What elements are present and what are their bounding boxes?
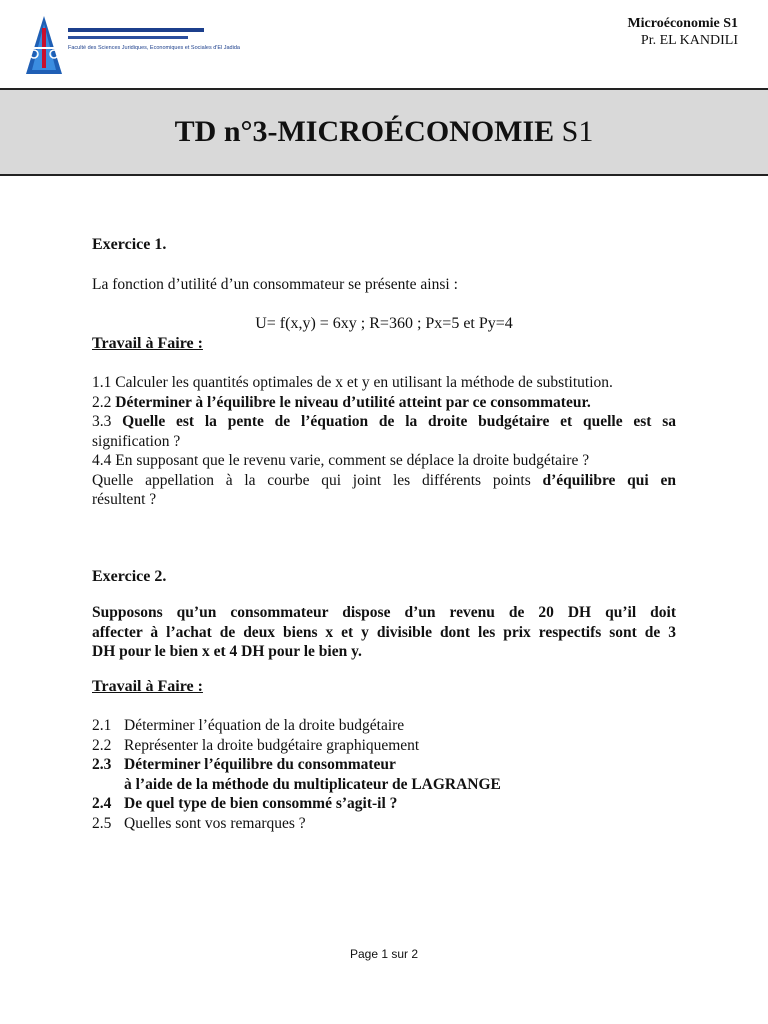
exercise1-task-heading: Travail à Faire : [92, 335, 203, 352]
faculty-emblem-icon [24, 14, 64, 78]
logo-caption: Faculté des Sciences Juridiques, Economiques et Sociales d'El Jadida [68, 45, 240, 51]
list-item: 2.3 Déterminer l’équilibre du consommateur [92, 756, 396, 773]
question-4-4: 4.4 En supposant que le revenu varie, comment se déplace la droite budgétaire ? [92, 452, 590, 469]
exercise2-questions [92, 716, 676, 833]
question-1-1: 1.1 Calculer les quantités optimales de x et y en utilisant la méthode de substitution. [92, 374, 613, 391]
course-name: Microéconomie S1 [627, 16, 738, 31]
list-item: 2.4 De quel type de bien consommé s’agit-il ? [92, 795, 398, 812]
faculty-logo [24, 14, 240, 80]
question-4-4-end: résultent ? [92, 491, 157, 508]
title-suffix: S1 [561, 115, 594, 148]
exercise1-formula: U= f(x,y) = 6xy ; R=360 ; Px=5 et Py=4 [255, 315, 513, 332]
exercise1-questions [92, 373, 676, 510]
list-item: 2.5 Quelles sont vos remarques ? [92, 814, 306, 832]
professor-name: Pr. EL KANDILI [640, 33, 738, 48]
title-main: TD n°3-MICROÉCONOMIE [174, 115, 555, 148]
list-item: 2.1 Déterminer l’équation de la droite budgétaire [92, 717, 405, 734]
question-4-4-cont: Quelle appellation à la courbe qui joint les différents points d’équilibre qui en [92, 471, 676, 489]
exercise1-intro: La fonction d’utilité d’un consommateur se présente ainsi : [92, 276, 458, 293]
question-3-3: 3.3 Quelle est la pente de l’équation de la droite budgétaire et quelle est sa [92, 413, 677, 430]
list-item: à l’aide de la méthode du multiplicateur de LAGRANGE [124, 775, 501, 793]
exercise2-heading: Exercice 2. [92, 568, 167, 585]
document-title [0, 88, 768, 176]
question-2-2: 2.2 Déterminer à l’équilibre le niveau d’utilité atteint par ce consommateur. [92, 393, 591, 411]
page-number: Page 1 sur 2 [349, 947, 419, 961]
page-header [627, 15, 738, 49]
list-item: 2.2 Représenter la droite budgétaire graphiquement [92, 736, 420, 754]
exercise1-heading: Exercice 1. [92, 236, 167, 253]
exercise2-task-heading: Travail à Faire : [92, 678, 203, 695]
question-3-3-end: signification ? [92, 432, 181, 450]
exercise2-intro: Supposons qu’un consommateur dispose d’un revenu de 20 DH qu’il doit affecter à l’achat de deux biens x et y divisible dont les prix respectifs sont de 3 DH pour le bien x et 4 DH pour le bien y. [92, 604, 676, 660]
